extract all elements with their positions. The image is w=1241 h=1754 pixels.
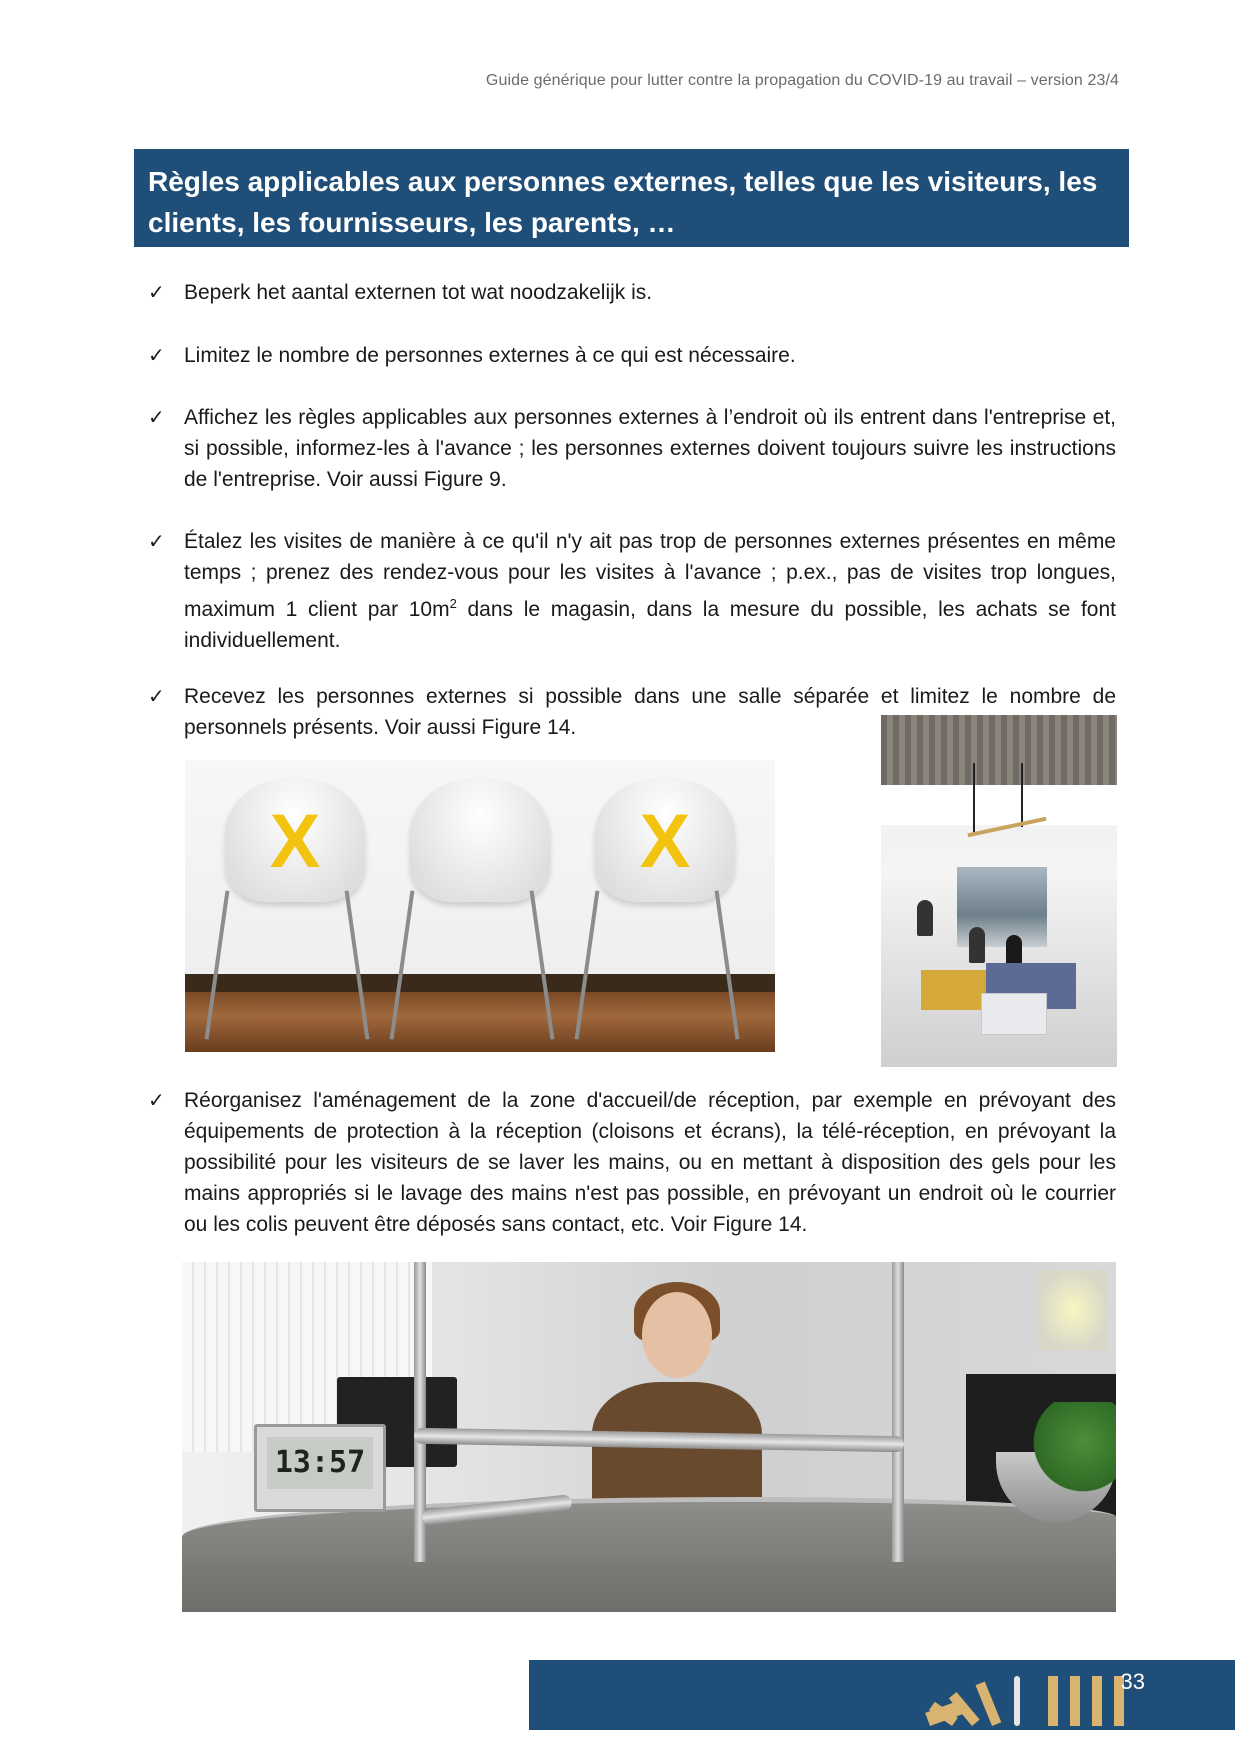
wood-floor xyxy=(185,992,775,1052)
receptionist xyxy=(592,1282,762,1512)
list-item-text xyxy=(184,526,1116,656)
reception-counter xyxy=(182,1497,1116,1612)
list-item-text-part: Étalez les visites de manière à ce qu'il n'y ait pas trop de personnes externes présentes en même temps ; prenez des rendez-vous pour les visites à l'avance ; p.ex., pas de visites trop longues, maximum 1 client par 10m xyxy=(184,530,1116,621)
running-header: Guide générique pour lutter contre la propagation du COVID-19 au travail – version 23/4 xyxy=(485,72,1119,89)
list-item xyxy=(148,526,1116,656)
list-item-text: Réorganisez l'aménagement de la zone d'accueil/de réception, par exemple en prévoyant des équipements de protection à la réception (cloisons et écrans), la télé-réception, en prévoyant la possibilité pour les visiteurs de se laver les mains, ou en mettant à disposition des gels pour les mains appropriés si le lavage des mains n'est pas possible, en prévoyant un endroit où le courrier ou les colis peuvent être déposés sans contact, etc. Voir Figure 14. xyxy=(184,1089,1116,1236)
list-item-text: Beperk het aantal externen tot wat noodzakelijk is. xyxy=(184,281,653,304)
pendant-lamp xyxy=(1021,763,1023,827)
checkmark-icon: ✓ xyxy=(148,1088,165,1112)
walking-person xyxy=(917,900,933,936)
list-item-text: Affichez les règles applicables aux personnes externes à l’endroit où ils entrent dans l'entreprise et, si possible, informez-les à l'avance ; les personnes externes doivent toujours suivre les instructions de l'entreprise. Voir aussi Figure 9. xyxy=(184,406,1116,491)
checkmark-icon: ✓ xyxy=(148,343,165,367)
receptionist-face xyxy=(642,1292,712,1378)
list-item xyxy=(148,1085,1116,1240)
checkmark-icon: ✓ xyxy=(148,280,165,304)
list-item-text-part: dans le magasin, dans la mesure du possible, les achats se font individuellement. xyxy=(184,598,1117,652)
white-seat xyxy=(981,993,1047,1035)
ceiling-trim xyxy=(881,785,1117,825)
chair-marked xyxy=(595,778,735,902)
chair-available xyxy=(410,778,550,902)
reception-desk-photo xyxy=(182,1262,1116,1612)
checkmark-icon: ✓ xyxy=(148,529,165,553)
chair-x-mark: X xyxy=(269,799,321,884)
dominos-logo-icon xyxy=(930,1670,1148,1726)
chair-marked xyxy=(225,778,365,902)
chair-x-mark: X xyxy=(639,799,691,884)
list-item xyxy=(148,277,1116,308)
wall-light xyxy=(1038,1270,1108,1350)
list-item xyxy=(148,402,1116,495)
waiting-chairs-photo xyxy=(185,760,775,1052)
section-title-box xyxy=(134,149,1129,247)
screen-pole xyxy=(892,1262,904,1562)
list-item-text: Limitez le nombre de personnes externes à ce qui est nécessaire. xyxy=(184,344,796,367)
plant xyxy=(1006,1402,1116,1502)
seated-person xyxy=(969,927,985,963)
skirting-board xyxy=(185,974,775,992)
pendant-lamp xyxy=(973,763,975,833)
wood-ceiling xyxy=(881,715,1117,785)
desk-clock xyxy=(254,1424,386,1512)
superscript: 2 xyxy=(449,596,457,611)
section-title: Règles applicables aux personnes externes, telles que les visiteurs, les clients, les fournisseurs, les parents, … xyxy=(148,166,1098,238)
list-item-text: Recevez les personnes externes si possible dans une salle séparée et limitez le nombre de personnels présents. Voir aussi Figure 14. xyxy=(184,685,1116,739)
clock-display: 13:57 xyxy=(267,1437,373,1489)
checkmark-icon: ✓ xyxy=(148,684,165,708)
lobby-photo xyxy=(881,715,1117,1067)
list-item xyxy=(148,340,1116,371)
checkmark-icon: ✓ xyxy=(148,405,165,429)
page-number: 33 xyxy=(1120,1669,1145,1694)
